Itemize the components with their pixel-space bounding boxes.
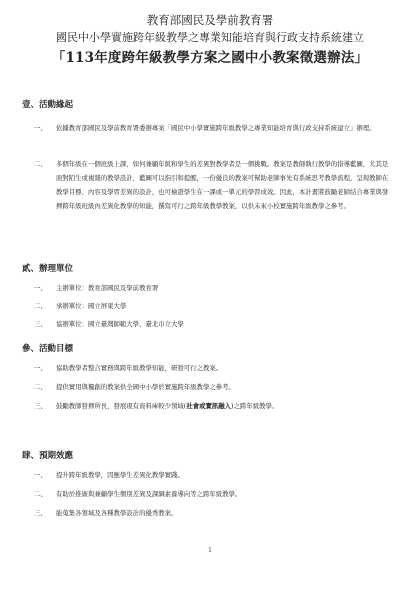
list-item-text-after: )之跨年級教學。 [231,402,279,410]
section-heading-organizers: 貳、辦理單位 [22,264,74,274]
list-item-text: 提升跨年級教學，因應學生差異化教學實踐。 [56,471,184,479]
list-item-text: 承辦單位：國立屏東大學 [56,302,127,310]
list-item [34,487,393,501]
list-item-number: 一、 [34,124,47,132]
list-item [34,399,393,413]
list-item [34,317,393,331]
list-item-text-before: 鼓勵教師發揮所長，發展現有資料庫較少領域( [56,402,187,410]
list-item-text: 主辦單位：教育部國民及學前教育署 [56,284,159,292]
section-heading-expected-effects: 肆、預期效應 [22,451,74,461]
list-item-number: 三、 [34,509,47,517]
list-item [34,468,393,482]
list-item-text: 多個年級在一個班級上課，如何兼顧年級和學生的差異對教學者是一個挑戰。教案是教師執行教學的指導藍圖，尤其是面對陌生或複雜的教學設計，藍圖可以指引和提醒，一份優良的教案可幫助老師事先有系統思考教學流程，呈現教師在教學目標、內容及學習差異的設計，也可檢證學生在一課或一單元的學習成效。因此，本計畫將鼓勵老師結合專業與發揮跨年級班級內差異化教學的知能，撰寫可行之跨年級教學教案，以供未來小校實施跨年級教學之參考。 [56,160,389,210]
list-item [34,157,393,213]
section-heading-background: 壹、活動緣起 [22,100,74,110]
list-item-text: 依據教育部國民及學前教育署委辦專案「國民中小學實施跨年級教學之專業知能培育與行政支持系統建立」辦理。 [56,124,376,132]
list-item-number: 二、 [34,302,47,310]
list-item-text: 提供實用與獨創的教案供全國中小學於實施跨年級教學之參考。 [56,383,235,391]
list-item-number: 一、 [34,364,47,372]
list-item-number: 二、 [34,160,47,168]
list-item-number: 一、 [34,284,47,292]
list-item-number: 二、 [34,383,47,391]
section-heading-objectives: 參、活動目標 [22,344,74,354]
list-item-number: 三、 [34,402,47,410]
document-project-title: 國民中小學實施跨年級教學之專業知能培育與行政支持系統建立 [56,31,364,44]
list-item [34,121,393,135]
list-item-text-emphasis: 社會或實訊融入 [186,402,232,410]
document-org-title: 教育部國民及學前教育署 [146,13,274,27]
page-number: 1 [208,547,212,554]
list-item [34,299,393,313]
list-item-text: 協辦單位：國立臺灣師範大學、臺北市立大學 [56,320,184,328]
document-main-title: 「113年度跨年級教學方案之國中小教案徵選辦法」 [51,50,369,66]
list-item [34,506,393,520]
list-item-text: 能蒐集各領域及各種教學設計的優秀教案。 [56,509,178,517]
list-item [34,281,393,295]
list-item-text: 協助教學者整合實務與跨年級教學知能，研發可行之教案。 [56,364,223,372]
list-item-number: 一、 [34,471,47,479]
list-item [34,380,393,394]
list-item-number: 三、 [34,320,47,328]
list-item [34,361,393,375]
list-item-number: 二、 [34,490,47,498]
list-item-text: 有助於推廣與兼顧學生個別差異及課綱素養導向等之跨年級教學。 [56,490,242,498]
